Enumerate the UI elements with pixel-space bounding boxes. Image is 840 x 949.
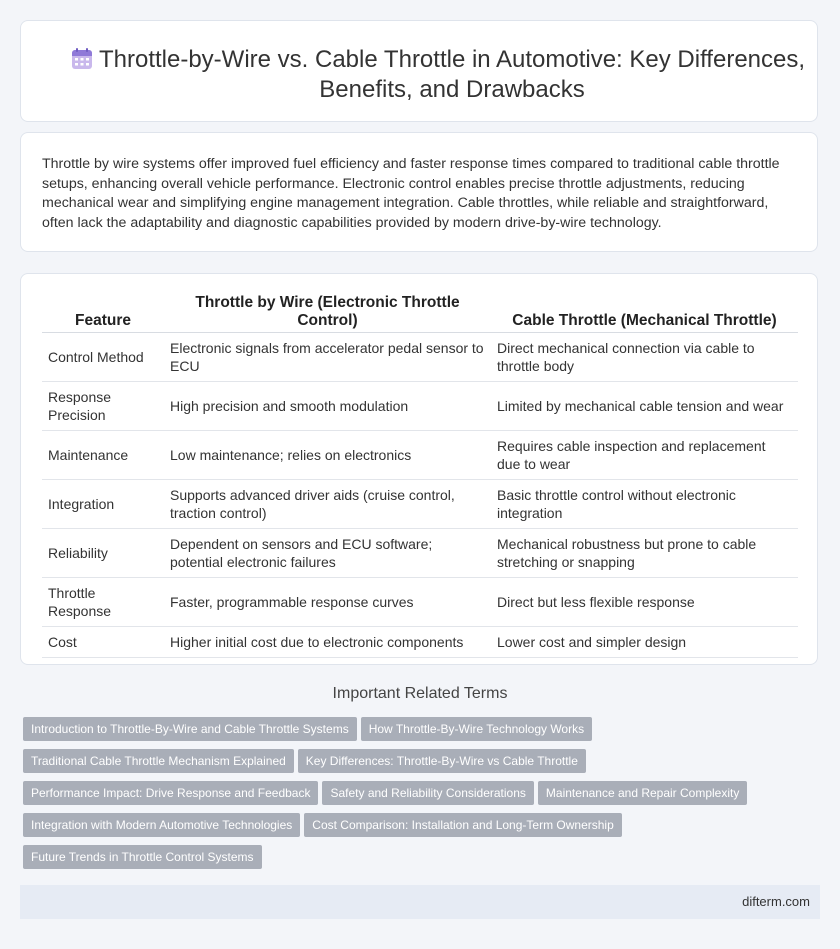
feature-cell: Integration <box>42 480 164 529</box>
intro-card <box>20 132 818 252</box>
related-term-tag[interactable]: Performance Impact: Drive Response and Feedback <box>23 781 318 805</box>
column-header: Cable Throttle (Mechanical Throttle) <box>491 294 798 333</box>
table-row <box>42 578 798 627</box>
related-term-tag[interactable]: Key Differences: Throttle-By-Wire vs Cable Throttle <box>298 749 586 773</box>
feature-cell: Control Method <box>42 333 164 382</box>
comparison-card <box>20 273 818 665</box>
column-header: Throttle by Wire (Electronic Throttle Control) <box>164 294 491 333</box>
cable-throttle-cell: Direct mechanical connection via cable to throttle body <box>491 333 798 382</box>
related-term-tag[interactable]: Integration with Modern Automotive Technologies <box>23 813 300 837</box>
table-row <box>42 480 798 529</box>
site-link[interactable]: difterm.com <box>742 894 810 909</box>
related-term-tag[interactable]: Introduction to Throttle-By-Wire and Cable Throttle Systems <box>23 717 357 741</box>
related-term-tag[interactable]: Cost Comparison: Installation and Long-Term Ownership <box>304 813 621 837</box>
table-row <box>42 529 798 578</box>
cable-throttle-cell: Limited by mechanical cable tension and wear <box>491 382 798 431</box>
cable-throttle-cell: Direct but less flexible response <box>491 578 798 627</box>
title-card <box>20 20 818 122</box>
column-header: Feature <box>42 294 164 333</box>
related-terms-list <box>23 717 803 877</box>
throttle-by-wire-cell: Dependent on sensors and ECU software; potential electronic failures <box>164 529 491 578</box>
throttle-by-wire-cell: Electronic signals from accelerator pedal sensor to ECU <box>164 333 491 382</box>
related-term-tag[interactable]: How Throttle-By-Wire Technology Works <box>361 717 592 741</box>
table-row <box>42 627 798 658</box>
feature-cell: Reliability <box>42 529 164 578</box>
footer-bar <box>20 885 820 919</box>
table-row <box>42 333 798 382</box>
related-terms-heading: Important Related Terms <box>332 685 508 702</box>
table-header-row <box>42 294 798 333</box>
feature-cell: Throttle Response <box>42 578 164 627</box>
related-term-tag[interactable]: Future Trends in Throttle Control Systems <box>23 845 262 869</box>
throttle-by-wire-cell: High precision and smooth modulation <box>164 382 491 431</box>
related-term-tag[interactable]: Traditional Cable Throttle Mechanism Explained <box>23 749 294 773</box>
throttle-by-wire-cell: Supports advanced driver aids (cruise control, traction control) <box>164 480 491 529</box>
table-row <box>42 431 798 480</box>
throttle-by-wire-cell: Low maintenance; relies on electronics <box>164 431 491 480</box>
cable-throttle-cell: Lower cost and simpler design <box>491 627 798 658</box>
related-term-tag[interactable]: Safety and Reliability Considerations <box>322 781 533 805</box>
cable-throttle-cell: Mechanical robustness but prone to cable stretching or snapping <box>491 529 798 578</box>
intro-paragraph: Throttle by wire systems offer improved fuel efficiency and faster response times compared to traditional cable throttle setups, enhancing overall vehicle performance. Electronic control enables precise throttle adjustments, reducing mechanical wear and simplifying engine management integration. Cable throttles, while reliable and straightforward, often lack the adaptability and diagnostic capabilities provided by modern drive-by-wire technology. <box>42 156 780 231</box>
throttle-by-wire-cell: Faster, programmable response curves <box>164 578 491 627</box>
feature-cell: Maintenance <box>42 431 164 480</box>
related-term-tag[interactable]: Maintenance and Repair Complexity <box>538 781 747 805</box>
feature-cell: Response Precision <box>42 382 164 431</box>
table-row <box>42 382 798 431</box>
feature-cell: Cost <box>42 627 164 658</box>
cable-throttle-cell: Requires cable inspection and replacement due to wear <box>491 431 798 480</box>
cable-throttle-cell: Basic throttle control without electronic integration <box>491 480 798 529</box>
page-title: Throttle-by-Wire vs. Cable Throttle in Automotive: Key Differences, Benefits, and Drawbacks <box>98 46 806 103</box>
comparison-table <box>42 294 798 658</box>
throttle-by-wire-cell: Higher initial cost due to electronic components <box>164 627 491 658</box>
